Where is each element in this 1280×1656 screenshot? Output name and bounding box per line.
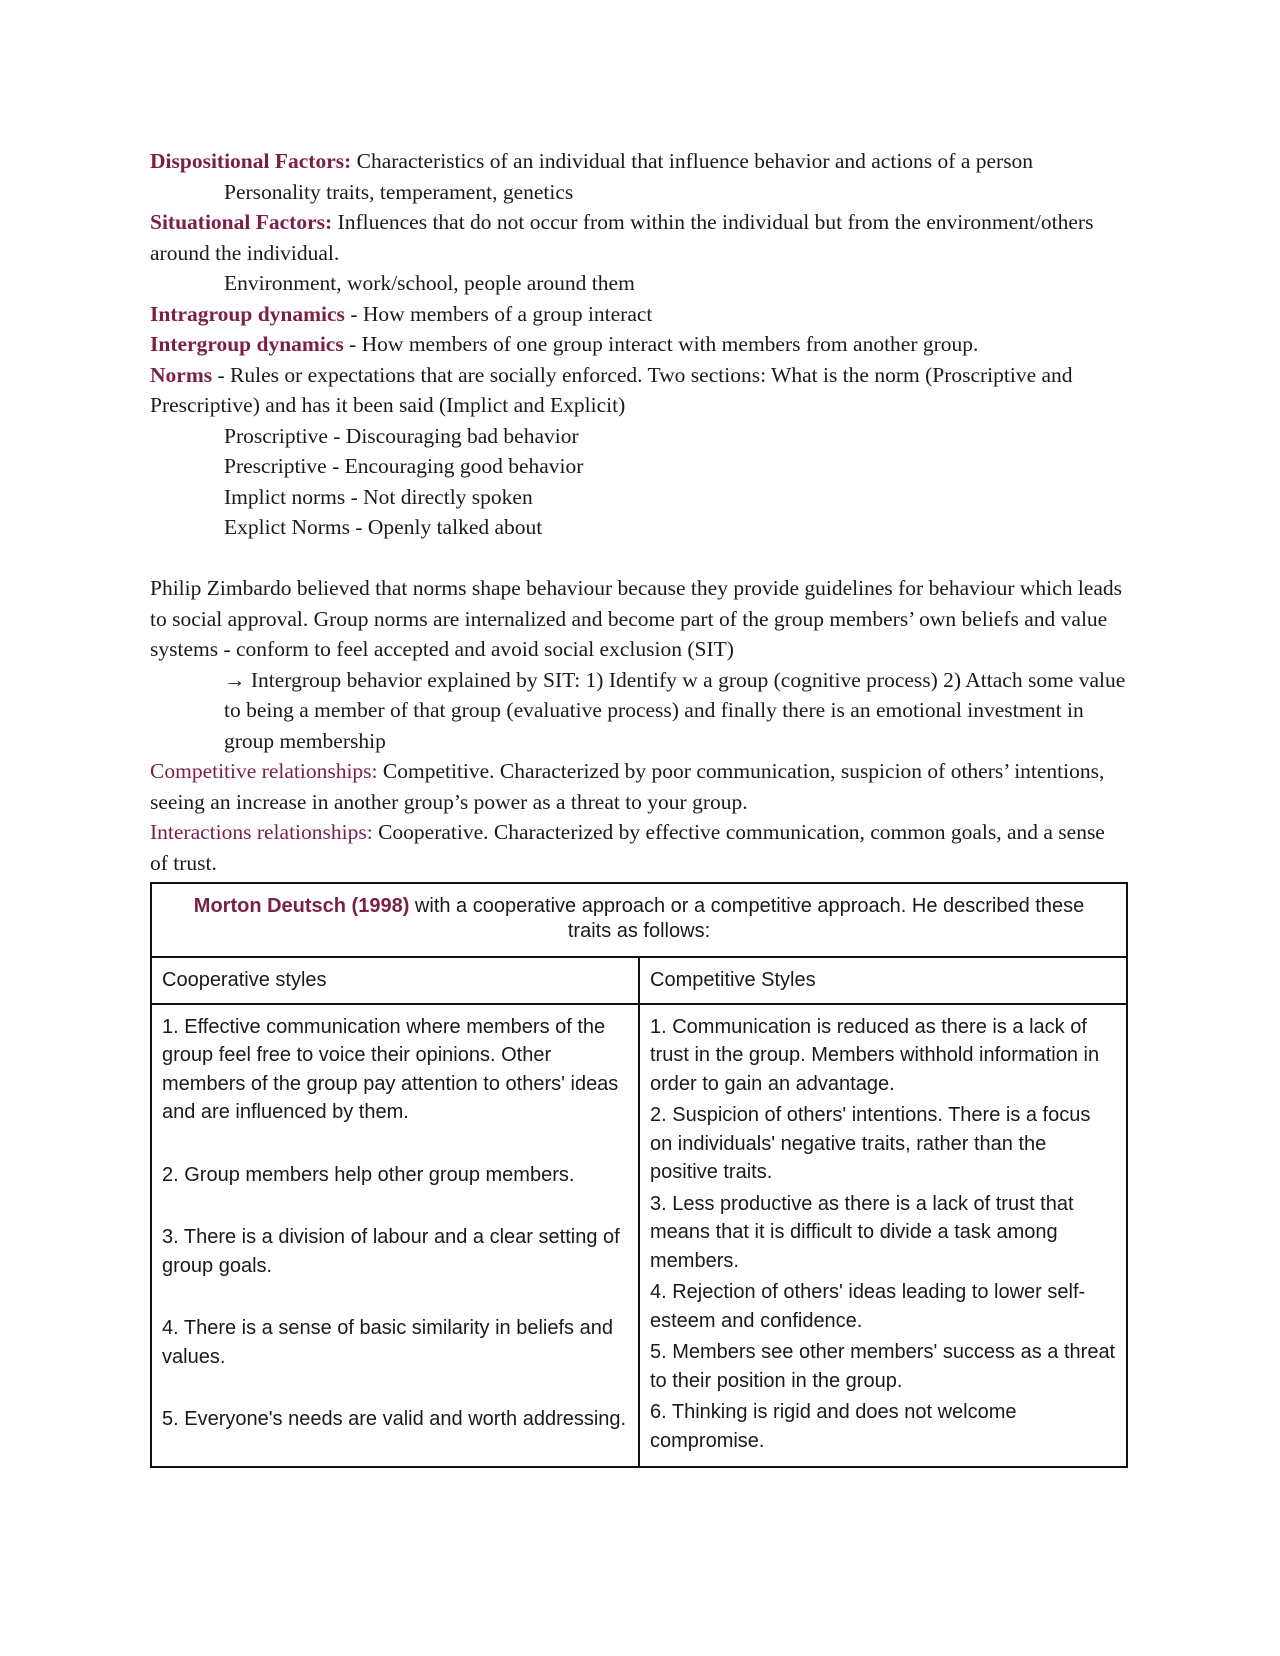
table-header-text: with a cooperative approach or a competitive approach. He described these traits as follows:	[409, 895, 1085, 942]
situational-paragraph	[150, 207, 1128, 268]
norms-term: Norms	[150, 362, 213, 387]
cooperative-item: 2. Group members help other group members.	[162, 1163, 575, 1186]
sit-arrow-note: → Intergroup behavior explained by SIT: 1) Identify w a group (cognitive process) 2) Attach some value to being a member of that group (evaluative process) and finally there is an emotional investment in group membership	[224, 667, 1126, 753]
dispositional-example: Personality traits, temperament, genetics	[224, 179, 574, 204]
competitive-term: Competitive relationships:	[150, 759, 378, 783]
intergroup-definition: - How members of one group interact with members from another group.	[343, 332, 979, 356]
cooperative-item: 1. Effective communication where members of the group feel free to voice their opinions. Other members of the group pay attention to others' ideas and are influenced by them.	[162, 1015, 619, 1123]
interactions-term: Interactions relationships:	[150, 820, 373, 844]
dispositional-term: Dispositional Factors:	[150, 149, 352, 173]
cooperative-cell	[151, 1004, 639, 1468]
interactions-definition: Cooperative. Characterized by effective communication, common goals, and a sense of trust.	[150, 820, 1105, 875]
intragroup-term: Intragroup dynamics	[150, 301, 345, 326]
norms-paragraph	[150, 360, 1128, 421]
cooperative-item: 4. There is a sense of basic similarity in beliefs and values.	[162, 1317, 613, 1368]
intragroup-definition: - How members of a group interact	[344, 301, 653, 326]
dispositional-paragraph	[150, 146, 1128, 177]
paragraph-gap	[150, 543, 1128, 574]
table-header	[151, 883, 1127, 957]
intergroup-term: Intergroup dynamics	[150, 332, 344, 356]
table-header-name: Morton Deutsch (1998)	[193, 895, 410, 917]
situational-term: Situational Factors:	[150, 210, 333, 234]
norms-item: Proscriptive - Discouraging bad behavior	[224, 423, 579, 448]
competitive-cell	[639, 1004, 1127, 1468]
norms-definition: - Rules or expectations that are socially enforced. Two sections: What is the norm (Proscriptive and Prescriptive) and has it been said (Implict and Explicit)	[150, 362, 1073, 417]
competitive-item: 6. Thinking is rigid and does not welcome compromise.	[650, 1401, 1017, 1452]
competitive-item: 2. Suspicion of others' intentions. There is a focus on individuals' negative traits, rather than the positive traits.	[650, 1104, 1091, 1183]
norms-item: Explict Norms - Openly talked about	[224, 515, 543, 539]
document-page	[150, 146, 1128, 1468]
intragroup-paragraph	[150, 299, 1128, 330]
dispositional-definition: Characteristics of an individual that influence behavior and actions of a person	[351, 149, 1034, 173]
competitive-item: 3. Less productive as there is a lack of trust that means that it is difficult to divide a task among members.	[650, 1192, 1074, 1272]
cooperative-item: 3. There is a division of labour and a clear setting of group goals.	[162, 1226, 620, 1277]
competitive-item: 1. Communication is reduced as there is a lack of trust in the group. Members withhold information in order to gain an advantage.	[650, 1015, 1100, 1095]
situational-example: Environment, work/school, people around them	[224, 271, 635, 295]
competitive-item: 5. Members see other members' success as a threat to their position in the group.	[650, 1341, 1116, 1392]
interactions-paragraph	[150, 817, 1128, 878]
deutsch-table	[150, 882, 1128, 1468]
competitive-definition: Competitive. Characterized by poor communication, suspicion of others’ intentions, seeing an increase in another group’s power as a threat to your group.	[150, 759, 1105, 814]
cooperative-item: 5. Everyone's needs are valid and worth addressing.	[162, 1408, 627, 1430]
intergroup-paragraph	[150, 329, 1128, 360]
norms-item: Prescriptive - Encouraging good behavior	[224, 454, 584, 478]
situational-definition: Influences that do not occur from within the individual but from the environment/others around the individual.	[150, 210, 1094, 265]
column-header-competitive: Competitive Styles	[639, 957, 1127, 1004]
competitive-item: 4. Rejection of others' ideas leading to lower self-esteem and confidence.	[650, 1281, 1086, 1332]
competitive-paragraph	[150, 756, 1128, 817]
column-header-cooperative: Cooperative styles	[151, 957, 639, 1004]
zimbardo-paragraph: Philip Zimbardo believed that norms shape behaviour because they provide guidelines for behaviour which leads to social approval. Group norms are internalized and become part of the group members’ own beliefs and value systems - conform to feel accepted and avoid social exclusion (SIT)	[150, 576, 1123, 661]
norms-item: Implict norms - Not directly spoken	[224, 484, 533, 509]
